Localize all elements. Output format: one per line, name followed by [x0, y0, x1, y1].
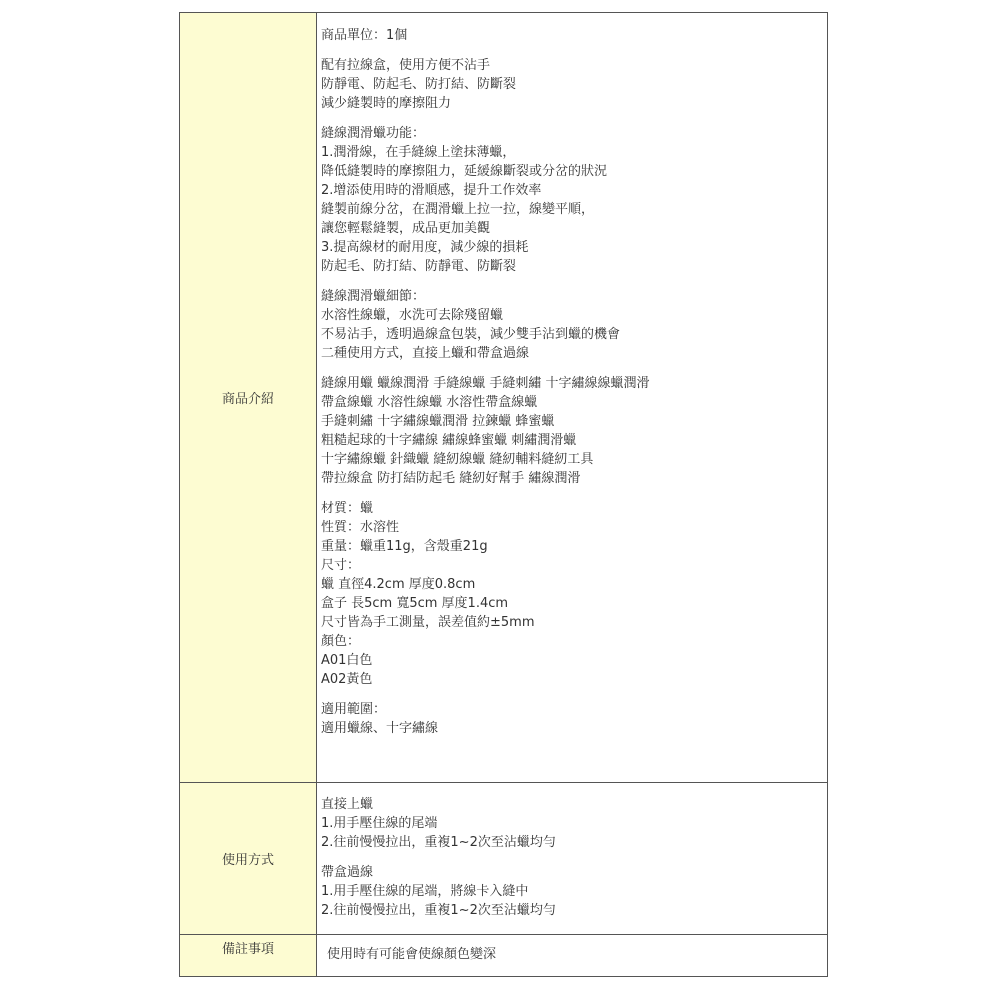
- info-line: 直接上蠟: [321, 797, 374, 812]
- info-line: 帶盒過線: [321, 865, 374, 880]
- info-line: 縫線潤滑蠟細節：: [321, 289, 426, 304]
- info-line: 顏色：: [321, 634, 361, 649]
- info-line: 適用蠟線、十字繡線: [321, 721, 439, 736]
- usage-label: 使用方式: [180, 783, 317, 934]
- info-line: 尺寸：: [321, 558, 361, 573]
- info-line: 縫製前線分岔，在潤滑蠟上拉一拉，線變平順，: [321, 202, 595, 217]
- info-line: 盒子 長5cm 寬5cm 厚度1.4cm: [321, 596, 509, 611]
- info-line: 防起毛、防打結、防靜電、防斷裂: [321, 259, 517, 274]
- info-line: 帶盒線蠟 水溶性線蠟 水溶性帶盒線蠟: [321, 395, 538, 410]
- info-line: 適用範圍：: [321, 702, 387, 717]
- info-line: 二種使用方式，直接上蠟和帶盒過線: [321, 346, 530, 361]
- info-line: 尺寸皆為手工測量，誤差值約±5mm: [321, 615, 535, 630]
- product-intro-row: [180, 13, 827, 783]
- info-line: A02黃色: [321, 672, 373, 687]
- notes-row: [180, 935, 827, 976]
- info-line: 性質：水溶性: [321, 520, 400, 535]
- info-line: 縫線用蠟 蠟線潤滑 手縫線蠟 手縫刺繡 十字繡線線蠟潤滑: [321, 376, 650, 391]
- specifications-section: [321, 499, 827, 689]
- info-line: 粗糙起球的十字繡線 繡線蜂蜜蠟 刺繡潤滑蠟: [321, 433, 577, 448]
- info-line: 1.用手壓住線的尾端，將線卡入縫中: [321, 884, 529, 899]
- info-line: 帶拉線盒 防打結防起毛 縫紉好幫手 繡線潤滑: [321, 471, 581, 486]
- info-line: 不易沾手，透明過線盒包裝，減少雙手沾到蠟的機會: [321, 327, 621, 342]
- unit-section: [321, 26, 827, 45]
- box-features-section: [321, 56, 827, 113]
- box-threading-section: [321, 863, 827, 920]
- info-line: 商品單位：1個: [321, 28, 408, 43]
- usage-content: [317, 783, 827, 934]
- applicable-range-section: [321, 700, 827, 738]
- info-line: 配有拉線盒，使用方便不沾手: [321, 58, 491, 73]
- product-spec-table: [179, 12, 828, 977]
- info-line: 材質：蠟: [321, 501, 374, 516]
- usage-row: [180, 783, 827, 935]
- info-line: 讓您輕鬆縫製，成品更加美觀: [321, 221, 491, 236]
- wax-function-section: [321, 124, 827, 276]
- info-line: 降低縫製時的摩擦阻力，延緩線斷裂或分岔的狀況: [321, 164, 608, 179]
- info-line: 2.往前慢慢拉出，重複1~2次至沾蠟均勻: [321, 903, 556, 918]
- info-line: 手縫刺繡 十字繡線蠟潤滑 拉鍊蠟 蜂蜜蠟: [321, 414, 555, 429]
- info-line: A01白色: [321, 653, 373, 668]
- info-line: 水溶性線蠟，水洗可去除殘留蠟: [321, 308, 504, 323]
- info-line: 2.往前慢慢拉出，重複1~2次至沾蠟均勻: [321, 835, 556, 850]
- notes-label: 備註事項: [180, 935, 317, 976]
- info-line: 1.用手壓住線的尾端: [321, 816, 438, 831]
- info-line: 減少縫製時的摩擦阻力: [321, 96, 452, 111]
- info-line: 重量：蠟重11g，含殼重21g: [321, 539, 488, 554]
- product-intro-label: 商品介紹: [180, 13, 317, 782]
- info-line: 縫線潤滑蠟功能：: [321, 126, 426, 141]
- info-line: 2.增添使用時的滑順感，提升工作效率: [321, 183, 542, 198]
- info-line: 3.提高線材的耐用度，減少線的損耗: [321, 240, 529, 255]
- info-line: 防靜電、防起毛、防打結、防斷裂: [321, 77, 517, 92]
- direct-wax-section: [321, 795, 827, 852]
- keywords-section: [321, 374, 827, 488]
- notes-text: 使用時有可能會使線顏色變深: [327, 947, 497, 962]
- wax-details-section: [321, 287, 827, 363]
- notes-content: [317, 935, 827, 976]
- info-line: 十字繡線蠟 針織蠟 縫紉線蠟 縫紉輔料縫紉工具: [321, 452, 594, 467]
- info-line: 蠟 直徑4.2cm 厚度0.8cm: [321, 577, 476, 592]
- product-intro-content: [317, 13, 827, 782]
- info-line: 1.潤滑線，在手縫線上塗抹薄蠟，: [321, 145, 516, 160]
